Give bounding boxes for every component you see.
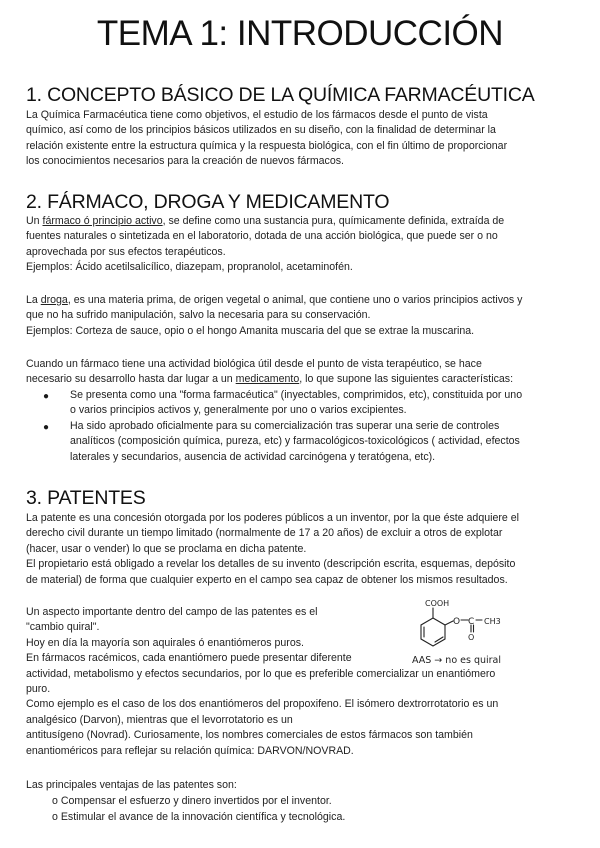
text-line: fuentes naturales o sintetizada en el laboratorio, dotada de una acción biológica, que puede ser o no [26,230,498,243]
text-line [26,214,576,229]
aas-note: AAS → no es quiral [412,655,502,666]
text-line: que no ha sufrido manipulación, salvo la necesaria para su conservación. [26,309,371,322]
text-line: químico, así como de los principios básicos utilizados en su diseño, con la finalidad de determinar la [26,124,496,137]
section-1-heading: 1. CONCEPTO BÁSICO DE LA QUÍMICA FARMACÉUTICA [26,84,535,106]
text-fragment: necesario su desarrollo hasta dar lugar a un [26,373,236,386]
text-line [26,293,576,308]
advantage-text: Estimular el avance de la innovación científica y tecnológica. [60,811,346,823]
ester-bond [445,621,453,625]
text-line: de material) de forma que cualquier experto en el campo sea capaz de obtener los mismos resultados. [26,573,508,586]
term-farmaco: fármaco ó principio activo [42,215,163,227]
text-line: aprovechada por sus efectos terapéuticos. [26,245,226,258]
sub-bullet-icon: o [52,795,58,807]
advantage-text: Compensar el esfuerzo y dinero invertidos por el inventor. [60,795,332,807]
text-line: Cuando un fármaco tiene una actividad biológica útil desde el punto de vista terapéutico, se hace [26,358,482,370]
advantages-intro: Las principales ventajas de las patentes son: [26,779,237,791]
text-fragment: La [26,294,41,306]
carbonyl-oxygen-label: O [468,633,475,642]
text-line: Ejemplos: Corteza de sauce, opio o el hongo Amanita muscaria del que se extrae la muscarina. [26,324,475,337]
text-line: En fármacos racémicos, cada enantiómero puede presentar diferente [26,652,352,665]
bullet-line: analíticos (composición química, pureza, etc) y farmacológicos-toxicológicos ( actividad, efectos [70,435,520,447]
methyl-label: CH3 [484,617,501,626]
text-line: La Química Farmacéutica tiene como objetivos, el estudio de los fármacos desde el punto de vista [26,109,488,121]
bullet-line: o varios principios activos y, generalmente por uno o varios excipientes. [70,404,407,416]
text-line: Como ejemplo es el caso de los dos enantiómeros del propoxifeno. El isómero dextrorrotatorio es un [26,698,499,711]
bullet-icon: ● [43,422,50,433]
text-line: enantioméricos para reflejar su relación química: DARVON/NOVRAD. [26,744,354,757]
cooh-label: COOH [425,599,450,608]
text-line: actividad, metabolismo y efectos secundarios, por lo que es preferible comercializar un enantiómero [26,667,496,680]
medicamento-intro [26,357,576,388]
text-line: Ejemplos: Ácido acetilsalicílico, diazepam, propranolol, acetaminofén. [26,261,353,274]
bullet-line: Se presenta como una "forma farmacéutica" (inyectables, comprimidos, etc), constituida por uno [70,389,523,401]
text-fragment: , es una materia prima, de origen vegetal o animal, que contiene uno o varios principios activos y [67,294,523,306]
text-fragment: Un [26,215,43,227]
text-line: (hacer, usar o vender) lo que se proclama en dicha patente. [26,542,307,555]
bullet-line: laterales y secundarios, ausencia de actividad carcinógena y teratógena, etc). [70,451,436,463]
text-line: El propietario está obligado a revelar los detalles de su invento (descripción escrita, esquemas, depósito [26,558,516,571]
section-1-paragraph [26,108,576,170]
text-line: antitusígeno (Novrad). Curiosamente, los nombres comerciales de estos fármacos son también [26,729,473,742]
text-line: los conocimientos necesarios para la creación de nuevos fármacos. [26,155,344,168]
aspirin-structure-sketch [408,596,518,668]
benzene-ring [421,618,445,646]
term-droga: droga [40,294,68,306]
text-fragment: , lo que supone las siguientes características: [299,373,514,386]
text-line: relación existente entre la estructura química y la respuesta biológica, con el fin último de proporcionar [26,139,508,152]
text-line: puro. [26,683,51,696]
text-line: derecho civil durante un tiempo limitado (normalmente de 17 a 20 años) de excluir a otros de explotar [26,527,503,540]
text-fragment: , se define como una sustancia pura, químicamente definida, extraída de [162,215,505,227]
text-line: Un aspecto importante dentro del campo de las patentes es el [26,606,318,618]
page-title: TEMA 1: INTRODUCCIÓN [96,14,504,53]
bullet-line: Ha sido aprobado oficialmente para su comercialización tras superar una serie de controles [70,420,500,432]
droga-definition [26,293,576,339]
ester-carbon-label: C [468,617,475,627]
patente-definition [26,511,576,588]
text-line [26,372,576,387]
section-2-heading: 2. FÁRMACO, DROGA Y MEDICAMENTO [26,191,390,213]
bullet-icon: ● [43,391,50,402]
ester-oxygen-label: O [453,617,461,627]
section-3-heading: 3. PATENTES [26,487,146,509]
advantage-item [52,810,345,825]
farmaco-definition [26,214,576,276]
text-line: analgésico (Darvon), mientras que el levorrotatorio es un [26,713,293,726]
text-line: Hoy en día la mayoría son aquirales ó enantiómeros puros. [26,636,304,649]
term-medicamento: medicamento [235,373,300,386]
advantage-item [52,794,332,809]
text-line: La patente es una concesión otorgada por los poderes públicos a un inventor, por la que éste adquiere el [26,512,519,524]
text-line: "cambio quiral". [26,621,100,634]
sub-bullet-icon: o [52,811,58,823]
